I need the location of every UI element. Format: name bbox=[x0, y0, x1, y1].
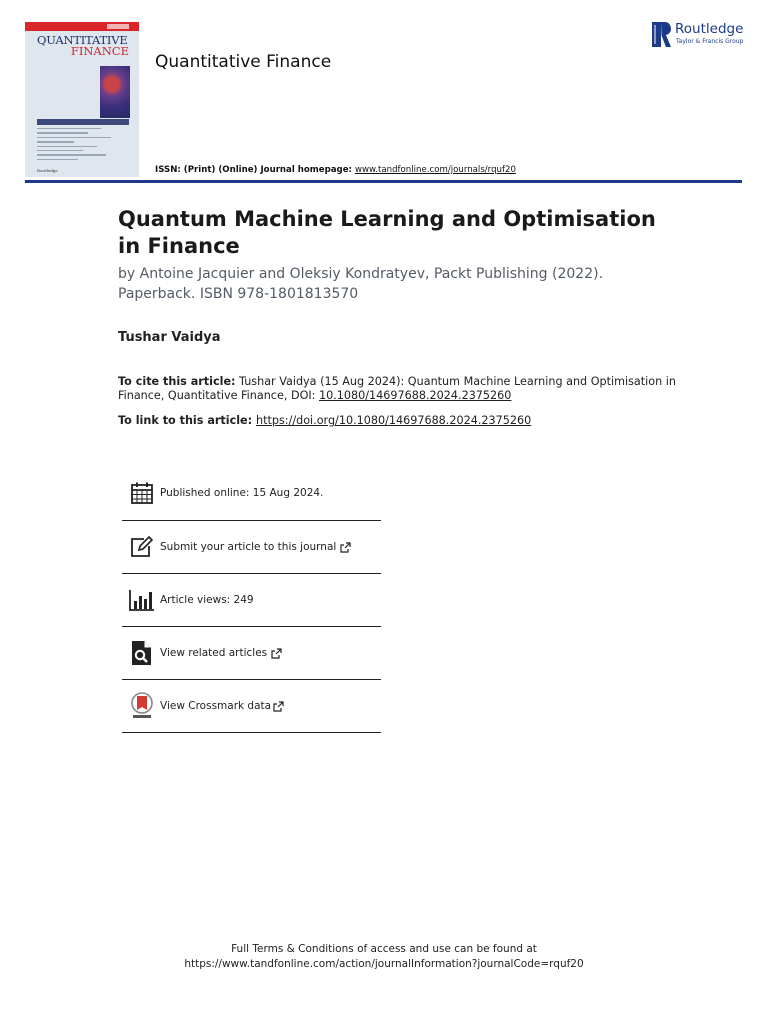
cover-title-line1: QUANTITATIVE bbox=[37, 33, 128, 47]
crossmark-link[interactable] bbox=[122, 680, 381, 733]
submit-article-link[interactable] bbox=[122, 521, 381, 574]
cover-top-strip bbox=[25, 22, 139, 31]
calendar-icon bbox=[127, 478, 157, 508]
citation bbox=[118, 375, 678, 403]
terms-url-link[interactable]: https://www.tandfonline.com/action/journalInformation?journalCode=rquf20 bbox=[184, 958, 584, 970]
cite-doi-link[interactable]: 10.1080/14697688.2024.2375260 bbox=[319, 389, 512, 402]
cover-publisher-mark: Routledge bbox=[37, 168, 58, 173]
cite-text: Tushar Vaidya (15 Aug 2024): Quantum Machine Learning and Optimisation in Finance, Quantitative Finance, DOI: bbox=[118, 375, 676, 402]
publisher-group: Taylor & Francis Group bbox=[676, 38, 744, 45]
routledge-logo[interactable] bbox=[652, 20, 752, 52]
bar-chart-icon bbox=[127, 585, 157, 615]
document-search-icon bbox=[127, 638, 157, 668]
terms-footer bbox=[0, 942, 768, 972]
journal-homepage-link[interactable]: www.tandfonline.com/journals/rquf20 bbox=[354, 165, 516, 175]
crossmark-icon bbox=[127, 691, 157, 721]
cover-contents-lines bbox=[37, 128, 129, 163]
link-label: To link to this article: bbox=[118, 414, 256, 427]
article-actions-list bbox=[122, 466, 381, 733]
journal-name[interactable]: Quantitative Finance bbox=[155, 52, 332, 72]
routledge-r-icon bbox=[652, 20, 672, 48]
published-online-label: Published online: 15 Aug 2024. bbox=[160, 487, 324, 499]
journal-cover-image bbox=[25, 22, 139, 177]
related-articles-link[interactable] bbox=[122, 627, 381, 680]
article-title: Quantum Machine Learning and Optimisation in Finance bbox=[118, 207, 656, 258]
article-link bbox=[118, 414, 531, 427]
edit-icon bbox=[127, 532, 157, 562]
cite-label: To cite this article: bbox=[118, 375, 236, 388]
publisher-name: Routledge bbox=[675, 21, 744, 37]
article-views-label: Article views: 249 bbox=[160, 594, 254, 606]
issn-label: ISSN: (Print) (Online) Journal homepage: bbox=[155, 165, 355, 175]
article-doi-link[interactable]: https://doi.org/10.1080/14697688.2024.2375260 bbox=[256, 414, 532, 427]
cover-band bbox=[37, 119, 129, 125]
article-subtitle: by Antoine Jacquier and Oleksiy Kondratyev, Packt Publishing (2022). Paperback. ISBN 978-1801813570 bbox=[118, 266, 604, 302]
header-divider bbox=[25, 180, 742, 183]
published-online-item bbox=[122, 466, 381, 521]
external-link-icon bbox=[273, 697, 284, 716]
submit-article-label: Submit your article to this journal bbox=[160, 541, 337, 553]
cover-artwork bbox=[100, 66, 130, 118]
issn-line bbox=[155, 165, 516, 175]
article-author: Tushar Vaidya bbox=[118, 330, 221, 345]
terms-line: Full Terms & Conditions of access and use can be found at bbox=[231, 943, 537, 955]
external-link-icon bbox=[271, 644, 282, 663]
cover-title-line2: FINANCE bbox=[70, 44, 129, 58]
related-articles-label: View related articles bbox=[160, 647, 268, 659]
article-views-item bbox=[122, 574, 381, 627]
crossmark-label: View Crossmark data bbox=[160, 700, 272, 712]
external-link-icon bbox=[340, 538, 351, 557]
